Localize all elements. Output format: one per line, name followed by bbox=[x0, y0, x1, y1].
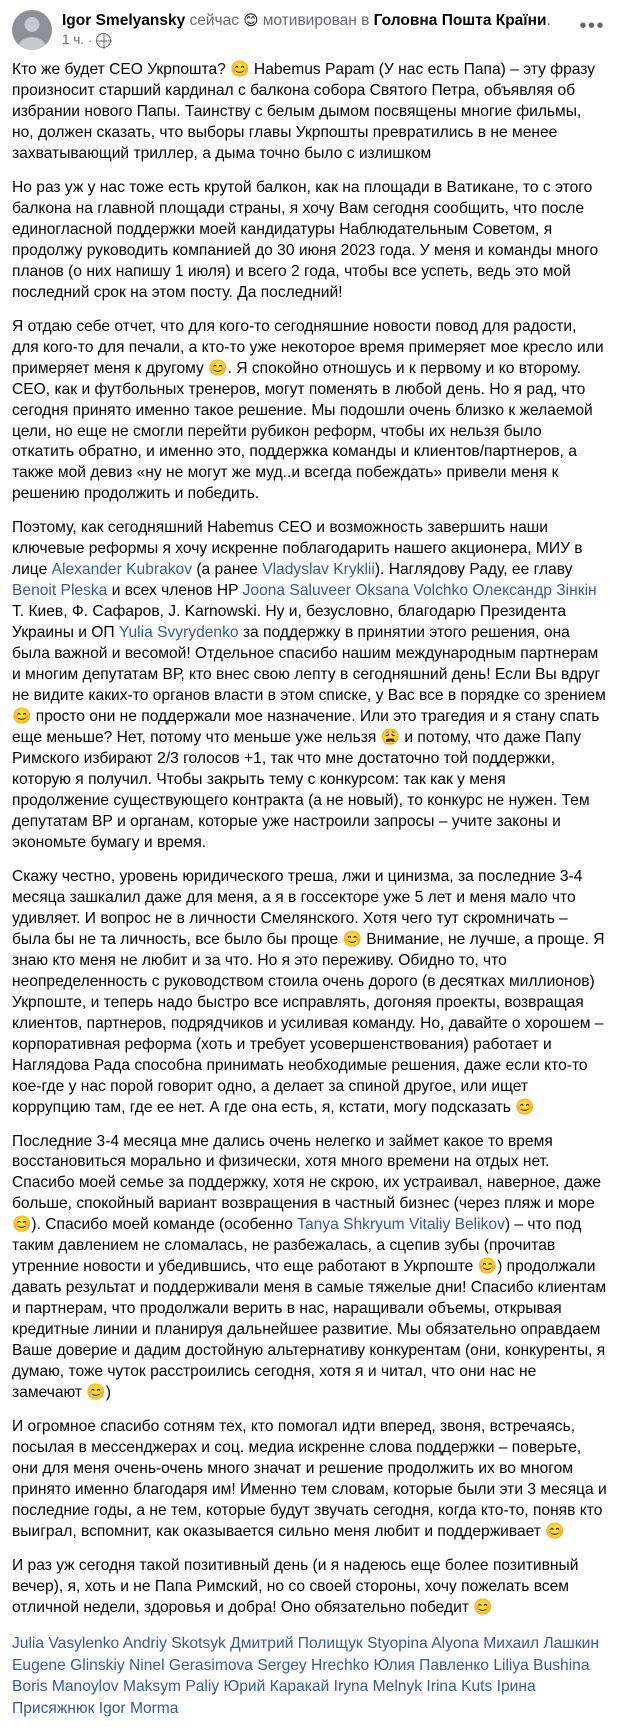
mention-link[interactable]: Yulia Svyrydenko bbox=[118, 624, 239, 642]
tagged-person-link[interactable]: Дмитрий Полищук bbox=[230, 1634, 363, 1652]
post-paragraph bbox=[12, 1417, 607, 1543]
paragraph-text-1: Но раз уж у нас тоже есть крутой балкон, как на площади в Ватикане, то с этого балкона на главной площади страны, я хочу Вам сегодня сообщить, что после единогласной поддержки моей кандидатуры Наблюдательным Советом, я продолжу руководить компанией до 30 июня 2023 года. У меня и команды много планов (о них напишу 1 июля) и всего 2 года, чтобы все успеть, ведь это мой последний срок на этом посту. Да последний! bbox=[12, 178, 599, 301]
paragraph-text-3: Поэтому, как сегодняшний Habemus CEO и возможность завершить наши ключевые реформы я хочу искренне поблагодарить нашего акционера, МИУ в лице Alexander Kubrakov (а ранее Vladyslav Kryklii). Наглядову Раду, ее главу Benoit Pleska и всех членов HP Joona Saluveer Oksana Volchko Олександр Зінкін Т. Киев, Ф. Сафаров, J. Karnowski. Ну и, безусловно, благодарю Президента Украины и ОП Yulia Svyrydenko за поддержку в принятии этого решения, она была важной и весомой! Отдельное спасибо нашим международным партнерам и многим депутатам ВР, кто внес свою лепту в сегодняшний день! Если Вы вдруг не видите каких-то органов власти в этом списке, у Вас все в порядке со зрением 😊 просто они не поддержали мое назначение. Или это трагедия и я стану спать еще меньше? Нет, потому что меньше уже нельзя 😩 и потому, что даже Папу Римского избирают 2/3 голосов +1, так что мне достаточно той поддержки, которую я получил. Чтобы закрыть тему с конкурсом: так как у меня продолжение существующего контракта (а не новый), то конкурс не нужен. Тем депутатам ВР и органам, которые уже настроили запросы – учите законы и экономьте бумагу и время. bbox=[12, 519, 606, 851]
post-paragraph bbox=[12, 518, 607, 854]
post-attribution-line: Igor Smelyansky сейчас 😊 мотивирован в Головна Пошта Країни. bbox=[62, 12, 551, 29]
tagged-person-link[interactable]: Maksym Paliy bbox=[122, 1678, 220, 1696]
post-meta-line bbox=[62, 32, 551, 49]
tagged-person-link[interactable]: Юлия Павленко bbox=[373, 1656, 489, 1674]
post-body bbox=[0, 54, 619, 1633]
post-paragraph bbox=[12, 178, 607, 304]
tagged-person-link[interactable]: Igor Morma bbox=[98, 1700, 179, 1718]
mention-link[interactable]: Alexander Kubrakov bbox=[51, 561, 193, 579]
tagged-person-link[interactable]: Julia Vasylenko bbox=[12, 1634, 120, 1652]
paragraph-text-6: И огромное спасибо сотням тех, кто помогал идти вперед, звоня, встречаясь, посылая в мессенджерах и соц. медиа искренне слова поддержки – поверьте, они для меня очень-очень много значат и решение продолжить их во многом принято именно благодаря им! Именно тем словам, которые были эти 3 месяца и последние годы, а не тем, которые будут звучать сегодня, когда кто-то, поняв кто выиграл, вспомнит, как оказывается сильно меня любит и поддерживает 😊 bbox=[12, 1418, 607, 1540]
globe-icon[interactable] bbox=[96, 33, 111, 48]
tagged-person-link[interactable]: Eugene Glinskiy bbox=[12, 1656, 125, 1674]
paragraph-text-4: Скажу честно, уровень юридического треша, лжи и цинизма, за последние 3-4 месяца зашкалил даже для меня, а я в госсекторе уже 5 лет и меня мало что удивляет. И вопрос не в личности Смелянского. Хотя чего тут скромничать – была бы не та личность, все было бы проще 😊 Внимание, не лучше, а проще. Я знаю кто меня не любит и за что. Но я это переживу. Обидно то, что неопределенность с руководством стоила очень дорого (в десятках миллионов) Укрпоште, и теперь надо быстро все исправлять, догоняя проекты, возвращая клиентов, партнеров, подрядчиков и усиливая команду. Но, давайте о хорошем – корпоративная реформа (хоть и требует усовершенствования) работает и Наглядова Рада способна принимать необходимые решения, даже если кто-то кое-где у нас порой говорит одно, а делает за спиной другое, или ищет коррупцию там, где ее нет. А где она есть, я, кстати, могу подсказать 😊 bbox=[12, 867, 605, 1116]
mention-link[interactable]: Vladyslav Kryklii bbox=[262, 561, 375, 579]
tagged-person-link[interactable]: Sergey Hrechko bbox=[257, 1656, 370, 1674]
tagged-person-link[interactable]: Юрий Каракай bbox=[223, 1678, 330, 1696]
mention-link[interactable]: Benoit Pleska bbox=[12, 582, 108, 600]
tagged-person-link[interactable]: Ninel Gerasimova bbox=[129, 1656, 253, 1674]
paragraph-text-0: Кто же будет СЕО Укрпошта? 😊 Habemus Papam (У нас есть Папа) – эту фразу произносит старший кардинал с балкона собора Святого Петра, объявляя об избрании нового Папы. Таинству с белым дымом посвящены многие фильмы, но, должен сказать, что выборы главы Укрпошты превратились в не менее захватывающий триллер, а дыма точно было с излишком bbox=[12, 61, 596, 162]
tagged-person-link[interactable]: Styopina Alyona bbox=[367, 1634, 479, 1652]
paragraph-text-7: И раз уж сегодня такой позитивный день (и я надеюсь еще более позитивный вечер), я, хоть и не Папа Римский, но со своей стороны, хочу пожелать всем отличной недели, здоровья и добра! Оно обязательно победит 😊 bbox=[12, 1556, 579, 1616]
post-place-name[interactable]: Головна Пошта Країни bbox=[373, 12, 547, 29]
post-paragraph bbox=[12, 1556, 607, 1619]
mention-link[interactable]: Oksana Volchko Олександр Зінкін bbox=[355, 582, 597, 600]
post-header bbox=[0, 0, 619, 54]
tagged-people-list bbox=[0, 1633, 619, 1730]
paragraph-text-2: Я отдаю себе отчет, что для кого-то сегодняшние новости повод для радости, для кого-то для печали, а кто-то уже некоторое время примеряет мое кресло или примеряет меня к другому 😊. Я спокойно отношусь и к первому и ко второму. СЕО, как и футбольных тренеров, могут поменять в любой день. Но я рад, что сегодня принято именно такое решение. Мы подошли очень близко к желаемой цели, но еще не смогли перейти рубикон реформ, чтобы их нельзя было откатить обратно, и именно это, поддержка команды и клиентов/партнеров, а также мой девиз «ну не могут же муд..и всегда побеждать» привели меня к решению продолжить и победить. bbox=[12, 317, 604, 503]
mention-link[interactable]: Tanya Shkryum Vitaliy Belikov bbox=[297, 1216, 505, 1234]
tagged-person-link[interactable]: Andriy Skotsyk bbox=[122, 1634, 226, 1652]
post-paragraph bbox=[12, 317, 607, 506]
post-timestamp[interactable]: 1 ч. bbox=[62, 32, 85, 48]
tagged-person-link[interactable]: Irina Kuts bbox=[426, 1678, 493, 1696]
avatar[interactable] bbox=[12, 10, 52, 50]
tagged-person-link[interactable]: Ірина Присяжнюк bbox=[12, 1678, 536, 1718]
post-time-inline: сейчас bbox=[189, 12, 239, 29]
mention-link[interactable]: Joona Saluveer bbox=[242, 582, 351, 600]
smiley-emoji: 😊 bbox=[243, 13, 259, 29]
post-author-name[interactable]: Igor Smelyansky bbox=[62, 12, 186, 29]
tagged-person-link[interactable]: Liliya Bushina bbox=[493, 1656, 590, 1674]
post-paragraph bbox=[12, 867, 607, 1119]
post-header-text bbox=[62, 10, 551, 49]
paragraph-text-5: Последние 3-4 месяца мне дались очень нелегко и займет какое то время восстановиться морально и физически, хотя много времени на отдых нет. Спасибо моей семье за поддержку, хотя не скрою, их устраивал, наверное, даже больше, спокойный вариант возвращения в частный бизнес (через пляж и море 😊). Спасибо моей команде (особенно Tanya Shkryum Vitaliy Belikov) – что под таким давлением не сломалась, не разбежалась, а сцепив зубы (прочитав утренние новости и убедившись, что еще работают в Укрпоште 😊) продолжали давать результат и поддерживали меня в самые тяжелые дни! Спасибо клиентам и партнерам, что продолжали верить в нас, наращивали объемы, открывая кредитные линии и планируя дальнейшее развитие. Мы обязательно оправдаем Ваше доверие и дадим достойную альтернативу конкурентам (они, конкуренты, я думаю, тоже чуток расстроились сегодня, хотя я и читал, что они нас не замечают 😊) bbox=[12, 1132, 607, 1402]
post-paragraph bbox=[12, 1132, 607, 1405]
tagged-person-link[interactable]: Iryna Melnyk bbox=[333, 1678, 423, 1696]
more-options-icon[interactable]: ••• bbox=[579, 15, 605, 37]
post-feeling-text: мотивирован в bbox=[262, 12, 370, 29]
tagged-person-link[interactable]: Boris Manoylov bbox=[12, 1678, 119, 1696]
tagged-person-link[interactable]: Михаил Лашкин bbox=[483, 1634, 599, 1652]
meta-separator: · bbox=[88, 33, 93, 49]
post-paragraph bbox=[12, 60, 607, 165]
